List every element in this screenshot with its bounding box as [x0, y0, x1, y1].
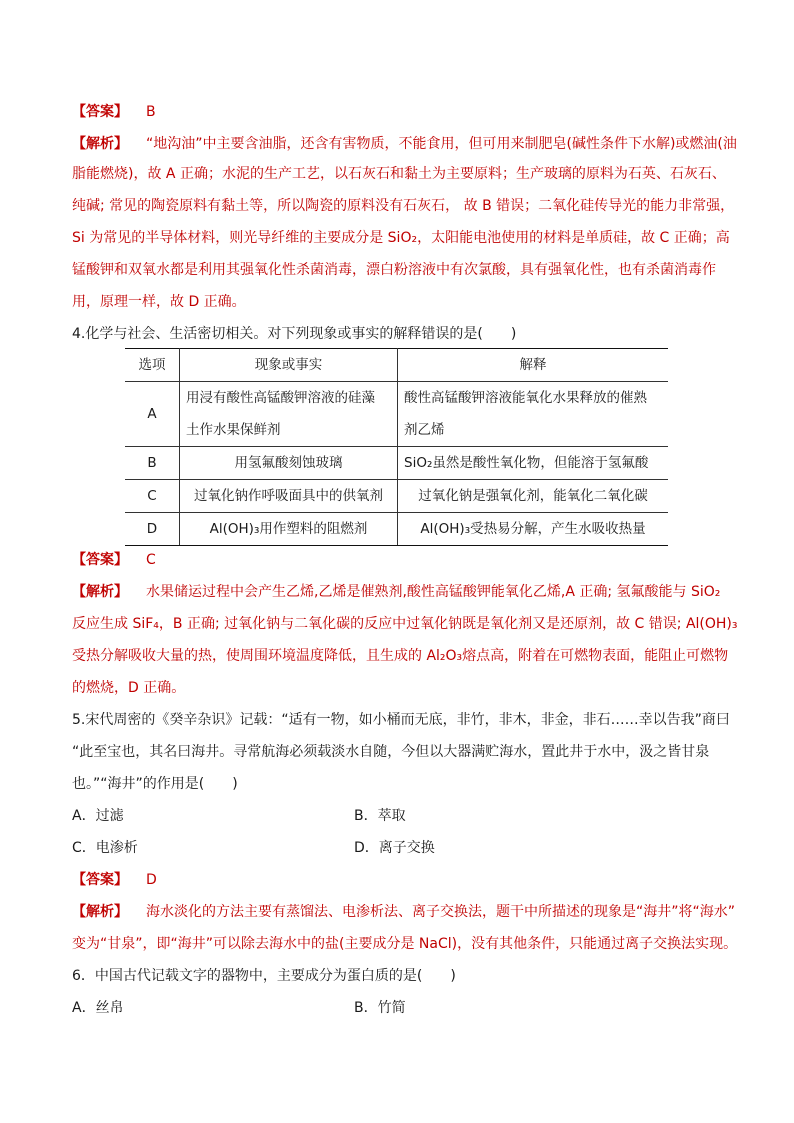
analysis-tag: 【解析】 — [72, 904, 128, 920]
table-cell-option: A — [125, 382, 180, 447]
table-cell-option: B — [125, 447, 180, 480]
analysis-text: 海水淡化的方法主要有蒸馏法、电渗析法、离子交换法，题干中所描述的现象是“海井”将“海水” — [146, 904, 736, 920]
q5-option-c: C．电渗析 — [72, 840, 138, 856]
analysis-tag: 【解析】 — [72, 136, 128, 152]
q5-stem-line-2: “此至宝也，其名曰海井。寻常航海必须载淡水自随，今但以大器满贮海水，置此井于水中，汲之皆甘泉 — [72, 744, 710, 760]
q5-analysis-line-1 — [72, 902, 735, 922]
q4-analysis-line-4: 的燃烧，D 正确。 — [72, 680, 186, 696]
answer-tag: 【答案】 — [72, 552, 128, 568]
table-cell-fact: 用氢氟酸刻蚀玻璃 — [180, 447, 398, 480]
table-cell-explanation: Al(OH)₃受热易分解，产生水吸收热量 — [398, 513, 669, 546]
q4-table — [125, 348, 668, 546]
q3-analysis-line-1 — [72, 134, 737, 154]
q5-option-b: B．萃取 — [354, 808, 406, 824]
q3-analysis-line-5: 锰酸钾和双氧水都是利用其强氧化性杀菌消毒，漂白粉溶液中有次氯酸，具有强氧化性，也有杀菌消毒作 — [72, 262, 716, 278]
expl-line: 剂乙烯 — [404, 422, 445, 438]
answer-value: C — [146, 552, 156, 568]
q3-analysis-line-3: 纯碱; 常见的陶瓷原料有黏土等，所以陶瓷的原料没有石灰石， 故 B 错误；二氧化硅传导光的能力非常强， — [72, 198, 735, 214]
q5-stem-line-3: 也。”“海井”的作用是( ) — [72, 776, 238, 792]
table-cell-explanation — [398, 382, 669, 447]
q5-analysis-line-2: 变为“甘泉”，即“海井”可以除去海水中的盐(主要成分是 NaCl)，没有其他条件，只能通过离子交换法实现。 — [72, 936, 738, 952]
expl-line: 酸性高锰酸钾溶液能氧化水果释放的催熟 — [404, 390, 647, 406]
table-cell-explanation: 过氧化钠是强氧化剂，能氧化二氧化碳 — [398, 480, 669, 513]
table-row — [125, 382, 668, 447]
q5-option-d: D．离子交换 — [354, 840, 435, 856]
table-row — [125, 480, 668, 513]
analysis-text: “地沟油”中主要含油脂，还含有害物质，不能食用，但可用来制肥皂(碱性条件下水解)或燃油(油 — [146, 136, 737, 152]
table-cell-fact: 过氧化钠作呼吸面具中的供氧剂 — [180, 480, 398, 513]
q3-analysis-line-4: Si 为常见的半导体材料，则光导纤维的主要成分是 SiO₂，太阳能电池使用的材料是单质硅，故 C 正确；高 — [72, 230, 730, 246]
table-cell-fact: Al(OH)₃用作塑料的阻燃剂 — [180, 513, 398, 546]
q4-analysis-line-3: 受热分解吸收大量的热，使周围环境温度降低，且生成的 Al₂O₃熔点高，附着在可燃物表面，能阻止可燃物 — [72, 648, 729, 664]
q5-option-a: A．过滤 — [72, 808, 124, 824]
table-cell-option: D — [125, 513, 180, 546]
q6-option-a: A．丝帛 — [72, 1000, 124, 1016]
q3-analysis-line-2: 脂能燃烧)，故 A 正确；水泥的生产工艺，以石灰石和黏土为主要原料；生产玻璃的原料为石英、石灰石、 — [72, 166, 726, 182]
fact-line: 土作水果保鲜剂 — [186, 422, 281, 438]
answer-tag: 【答案】 — [72, 104, 128, 120]
q4-answer-line — [72, 550, 156, 570]
q5-answer-line — [72, 870, 157, 890]
q6-stem: 6．中国古代记载文字的器物中，主要成分为蛋白质的是( ) — [72, 968, 456, 984]
q3-answer-line — [72, 102, 156, 122]
table-header-cell: 解释 — [398, 349, 669, 382]
q4-analysis-line-1 — [72, 582, 720, 602]
analysis-text: 水果储运过程中会产生乙烯,乙烯是催熟剂,酸性高锰酸钾能氧化乙烯,A 正确; 氢氟酸能与 SiO₂ — [146, 584, 721, 600]
q4-stem: 4.化学与社会、生活密切相关。对下列现象或事实的解释错误的是( ) — [72, 326, 517, 342]
table-header-cell: 选项 — [125, 349, 180, 382]
table-cell-option: C — [125, 480, 180, 513]
q3-analysis-line-6: 用，原理一样，故 D 正确。 — [72, 294, 246, 310]
table-row — [125, 513, 668, 546]
answer-value: B — [146, 104, 156, 120]
q6-option-b: B．竹简 — [354, 1000, 406, 1016]
table-cell-explanation: SiO₂虽然是酸性氧化物，但能溶于氢氟酸 — [398, 447, 669, 480]
table-row — [125, 447, 668, 480]
analysis-tag: 【解析】 — [72, 584, 128, 600]
answer-value: D — [146, 872, 157, 888]
table-cell-fact — [180, 382, 398, 447]
q4-analysis-line-2: 反应生成 SiF₄，B 正确; 过氧化钠与二氧化碳的反应中过氧化钠既是氧化剂又是还原剂，故 C 错误; Al(OH)₃ — [72, 616, 738, 632]
answer-tag: 【答案】 — [72, 872, 128, 888]
table-header-cell: 现象或事实 — [180, 349, 398, 382]
q5-stem-line-1: 5.宋代周密的《癸辛杂识》记载：“适有一物，如小桶而无底，非竹，非木，非金，非石……幸以告我”商曰 — [72, 712, 730, 728]
table-header-row — [125, 349, 668, 382]
fact-line: 用浸有酸性高锰酸钾溶液的硅藻 — [186, 390, 375, 406]
